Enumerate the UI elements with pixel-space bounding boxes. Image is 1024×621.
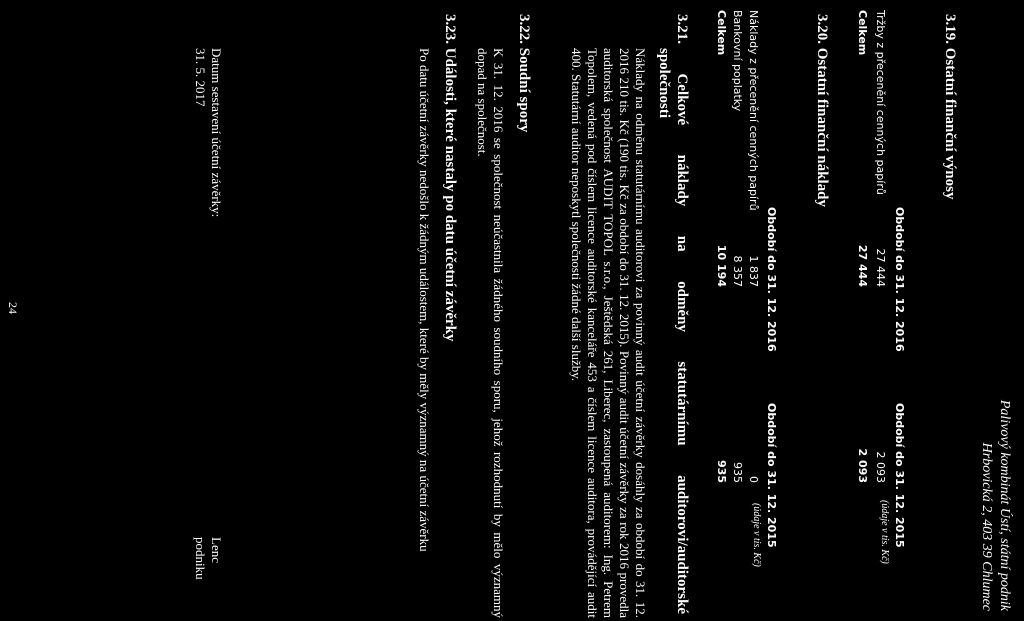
s319-total-current: 27 444 xyxy=(856,244,869,287)
s319-total-label: Celkem xyxy=(856,10,869,56)
s320-row-current: 8 357 xyxy=(731,255,744,287)
s319-col-current: Období do 31. 12. 2016 xyxy=(893,207,906,352)
section-3-23-title: 3.23. Události, které nastaly po datu účetní závěrky xyxy=(442,14,458,342)
s320-row-previous: 935 xyxy=(731,462,744,483)
s320-units: (údaje v tis. Kč) xyxy=(751,503,762,567)
s320-row-current: 1 837 xyxy=(747,255,760,287)
s320-total-previous: 935 xyxy=(715,460,728,483)
s323-paragraph: Po datu účetní závěrky nedošlo k žádným událostem, které by měly významný na účetní závěrku xyxy=(417,48,432,552)
signature-caption-cont: podniku xyxy=(193,537,208,580)
section-3-21-title: 3.21. Celkové náklady na odměny statutárnímu auditorovi/auditorské xyxy=(674,14,690,614)
section-3-20-title: 3.20. Ostatní finanční náklady xyxy=(814,14,830,207)
s321-paragraph: Náklady na odměnu statutárnímu auditorovi za povinný audit účetní závěrky dosáhly za období do 31. 12. 2016 210 tis. Kč (190 tis. Kč za období do 31. 12. 2015). Povinný audit účetní závěrky za rok 2016 provedla auditorská společnost AUDIT TOPOL s.r.o., Ještědská 261, Liberec, zastoupená auditorem: Ing. Petrem Topolem, vedená pod číslem licence auditorské kanceláře 453 a číslem licence auditora, provádějící audit 400. Statutární auditor neposkytl společnosti žádné další služby. xyxy=(569,48,648,618)
section-3-21-title-cont: společnosti xyxy=(656,48,672,119)
s322-paragraph: K 31. 12. 2016 se společnost neúčastnila žádného soudního sporu, jehož rozhodnutí by mělo významný dopad na společnost. xyxy=(475,48,506,618)
date-value: 31. 5. 2017 xyxy=(193,48,208,107)
section-3-19-title: 3.19. Ostatní finanční výnosy xyxy=(942,14,958,200)
signature-caption: Lenc xyxy=(209,537,224,563)
page-number: 24 xyxy=(6,302,20,314)
s319-row-previous: 2 093 xyxy=(874,451,887,483)
s320-total-current: 10 194 xyxy=(715,244,728,287)
header-address: Hrbovická 2, 403 39 Chlumec xyxy=(979,442,994,611)
s320-col-previous: Období do 31. 12. 2015 xyxy=(765,403,778,548)
s319-total-previous: 2 093 xyxy=(856,448,869,483)
s320-row-previous: 0 xyxy=(747,476,760,483)
s320-row-label: Náklady z přecenění cenných papírů xyxy=(747,10,760,211)
header-company-name: Palivový kombinát Ústí, státní podnik xyxy=(997,399,1012,611)
date-label: Datum sestavení účetní závěrky: xyxy=(209,48,224,218)
s320-row-label: Bankovní poplatky xyxy=(731,10,744,112)
s319-row-label: Tržby z přecenění cenných papírů xyxy=(874,10,887,195)
section-3-22-title: 3.22. Soudní spory xyxy=(516,14,532,133)
s320-col-current: Období do 31. 12. 2016 xyxy=(765,207,778,352)
s319-col-previous: Období do 31. 12. 2015 xyxy=(893,403,906,548)
s319-row-current: 27 444 xyxy=(874,248,887,287)
s319-units: (údaje v tis. Kč) xyxy=(879,500,890,564)
s320-total-label: Celkem xyxy=(715,10,728,56)
